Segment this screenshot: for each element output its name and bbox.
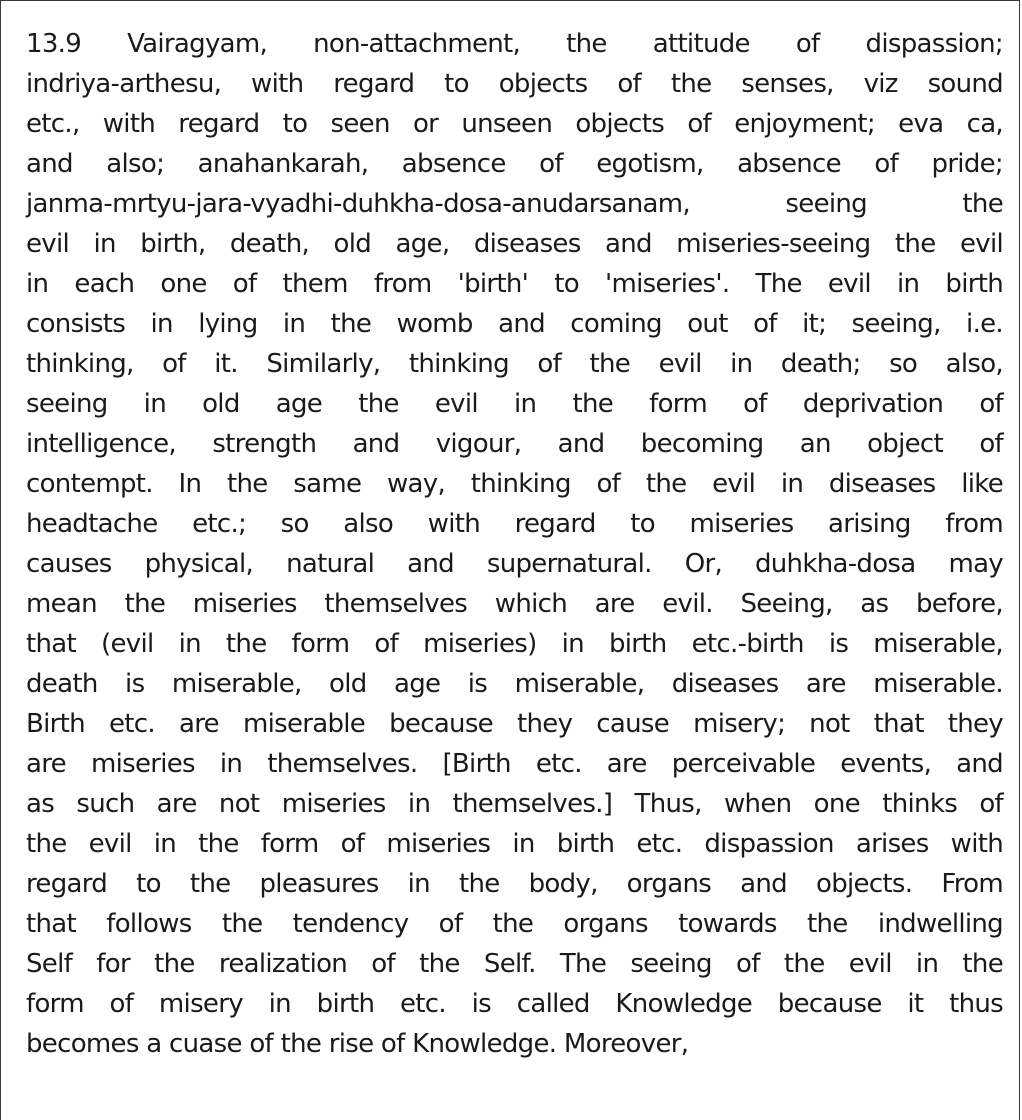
text-line: indriya-arthesu, with regard to objects of the senses, viz sound bbox=[26, 69, 1003, 99]
text-line: headtache etc.; so also with regard to miseries arising from bbox=[26, 509, 1003, 539]
text-line: Self for the realization of the Self. The seeing of the evil in the bbox=[26, 949, 1003, 979]
text-line: etc., with regard to seen or unseen objects of enjoyment; eva ca, bbox=[26, 109, 1003, 139]
text-line: janma-mrtyu-jara-vyadhi-duhkha-dosa-anudarsanam, seeing the bbox=[26, 189, 1003, 219]
text-line: mean the miseries themselves which are evil. Seeing, as before, bbox=[26, 589, 1003, 619]
text-line: seeing in old age the evil in the form of deprivation of bbox=[26, 389, 1003, 419]
text-line: thinking, of it. Similarly, thinking of the evil in death; so also, bbox=[26, 349, 1003, 379]
text-line: causes physical, natural and supernatural. Or, duhkha-dosa may bbox=[26, 549, 1003, 579]
text-line: form of misery in birth etc. is called Knowledge because it thus bbox=[26, 989, 1003, 1019]
text-line: that follows the tendency of the organs towards the indwelling bbox=[26, 909, 1003, 939]
text-line: as such are not miseries in themselves.] Thus, when one thinks of bbox=[26, 789, 1003, 819]
text-line: regard to the pleasures in the body, organs and objects. From bbox=[26, 869, 1003, 899]
text-line: becomes a cuase of the rise of Knowledge. Moreover, bbox=[26, 1029, 689, 1059]
text-line: 13.9 Vairagyam, non-attachment, the attitude of dispassion; bbox=[26, 29, 1003, 59]
text-line: and also; anahankarah, absence of egotism, absence of pride; bbox=[26, 149, 1003, 179]
text-line: that (evil in the form of miseries) in birth etc.-birth is miserable, bbox=[26, 629, 1003, 659]
text-line: in each one of them from 'birth' to 'miseries'. The evil in birth bbox=[26, 269, 1003, 299]
text-line: Birth etc. are miserable because they cause misery; not that they bbox=[26, 709, 1003, 739]
text-line: the evil in the form of miseries in birth etc. dispassion arises with bbox=[26, 829, 1003, 859]
text-line: consists in lying in the womb and coming out of it; seeing, i.e. bbox=[26, 309, 1003, 339]
text-line: intelligence, strength and vigour, and becoming an object of bbox=[26, 429, 1003, 459]
text-line: are miseries in themselves. [Birth etc. are perceivable events, and bbox=[26, 749, 1003, 779]
text-line: evil in birth, death, old age, diseases and miseries-seeing the evil bbox=[26, 229, 1003, 259]
text-line: death is miserable, old age is miserable, diseases are miserable. bbox=[26, 669, 1003, 699]
text-line: contempt. In the same way, thinking of the evil in diseases like bbox=[26, 469, 1003, 499]
commentary-passage bbox=[26, 24, 1003, 1064]
